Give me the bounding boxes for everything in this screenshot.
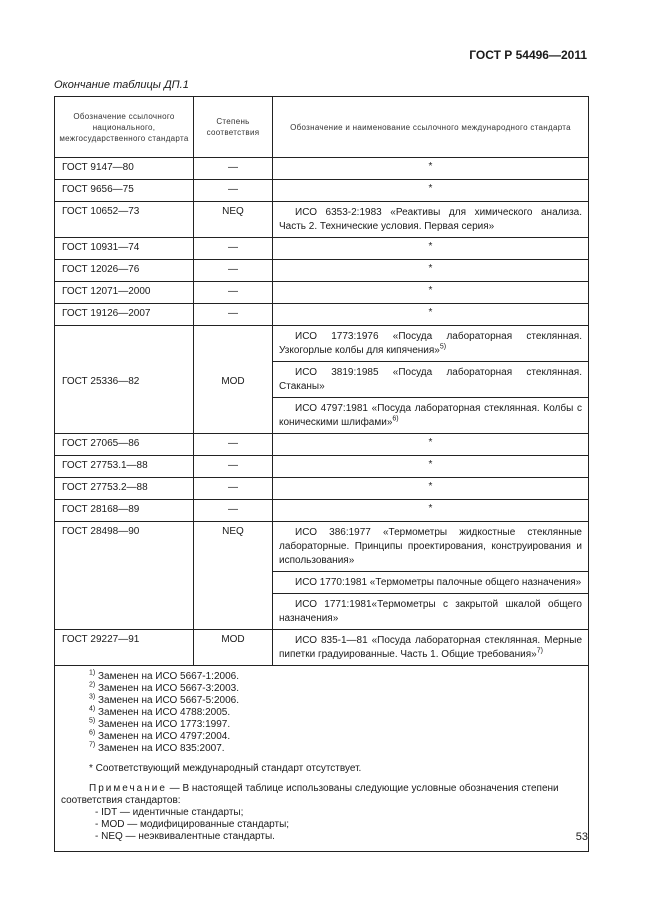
standard-cell: ГОСТ 9656—75	[55, 180, 194, 202]
degree-cell: —	[194, 500, 273, 522]
degree-cell: —	[194, 260, 273, 282]
reference-cell: *	[273, 500, 589, 522]
reference-cell: *	[273, 260, 589, 282]
footnote: $^{1)}$ Заменен на ИСО 5667-1:2006.	[89, 669, 239, 682]
note-item: - MOD — модифицированные стандарты;	[95, 819, 290, 830]
table-row	[55, 282, 589, 304]
header-degree: Степень соответствия	[194, 97, 273, 158]
footnotes-row	[55, 666, 589, 852]
footnote: $^{2)}$ Заменен на ИСО 5667-3:2003.	[89, 681, 239, 694]
reference-subentry: ИСО 1770:1981 «Термометры палочные общего назначения»	[273, 572, 588, 594]
footnote: $^{4)}$ Заменен на ИСО 4788:2005.	[89, 705, 231, 718]
reference-cell: *	[273, 282, 589, 304]
degree-cell: —	[194, 238, 273, 260]
degree-cell: —	[194, 180, 273, 202]
footnote: $^{7)}$ Заменен на ИСО 835:2007.	[89, 741, 225, 754]
table-row	[55, 260, 589, 282]
note-item: - NEQ — неэквивалентные стандарты.	[95, 831, 275, 842]
footnote: $^{5)}$ Заменен на ИСО 1773:1997.	[89, 717, 231, 730]
table-row	[55, 326, 589, 434]
reference-subentry: ИСО 386:1977 «Термометры жидкостные стеклянные лабораторные. Принципы проектирования, конструирования и использования»	[273, 522, 588, 572]
document-code: ГОСТ Р 54496—2011	[469, 48, 587, 62]
reference-cell: *	[273, 158, 589, 180]
reference-cell	[273, 326, 589, 434]
reference-cell: *	[273, 304, 589, 326]
table-row	[55, 238, 589, 260]
degree-cell: —	[194, 434, 273, 456]
standard-cell: ГОСТ 9147—80	[55, 158, 194, 180]
reference-subentry: ИСО 4797:1981 «Посуда лабораторная стеклянная. Колбы с коническими шлифами»$^{6)}$	[279, 403, 582, 428]
degree-cell: —	[194, 478, 273, 500]
standard-cell: ГОСТ 12026—76	[55, 260, 194, 282]
reference-subentry: ИСО 3819:1985 «Посуда лабораторная стеклянная. Стаканы»	[273, 362, 588, 398]
footnotes-cell	[55, 666, 589, 852]
table-caption: Окончание таблицы ДП.1	[54, 79, 189, 91]
table-row	[55, 202, 589, 238]
reference-cell: *	[273, 180, 589, 202]
reference-cell: *	[273, 238, 589, 260]
footnote: $^{6)}$ Заменен на ИСО 4797:2004.	[89, 729, 231, 742]
table-row	[55, 630, 589, 666]
reference-cell: ИСО 6353-2:1983 «Реактивы для химического анализа. Часть 2. Технические условия. Первая серия»	[273, 202, 589, 238]
degree-cell: NEQ	[194, 522, 273, 630]
standard-cell: ГОСТ 10931—74	[55, 238, 194, 260]
degree-cell: NEQ	[194, 202, 273, 238]
header-international-standard: Обозначение и наименование ссылочного международного стандарта	[273, 97, 589, 158]
degree-cell: —	[194, 456, 273, 478]
table-row	[55, 500, 589, 522]
header-national-standard: Обозначение ссылочного национального, межгосударственного стандарта	[55, 97, 194, 158]
standard-cell: ГОСТ 27065—86	[55, 434, 194, 456]
standard-cell: ГОСТ 19126—2007	[55, 304, 194, 326]
note	[61, 783, 580, 807]
reference-cell: *	[273, 456, 589, 478]
table-row	[55, 434, 589, 456]
degree-cell: —	[194, 158, 273, 180]
degree-cell: MOD	[194, 326, 273, 434]
note-label: Примечание	[89, 783, 167, 794]
footnote: $^{3)}$ Заменен на ИСО 5667-5:2006.	[89, 693, 239, 706]
reference-standards-table	[54, 96, 589, 852]
degree-cell: —	[194, 282, 273, 304]
table-header-row	[55, 97, 589, 158]
standard-cell: ГОСТ 27753.1—88	[55, 456, 194, 478]
note-item: - IDT — идентичные стандарты;	[95, 807, 244, 818]
reference-subentry: ИСО 1773:1976 «Посуда лабораторная стеклянная. Узкогорлые колбы для кипячения»$^{5)}$	[273, 326, 588, 362]
reference-cell	[273, 522, 589, 630]
asterisk-note: * Соответствующий международный стандарт отсутствует.	[89, 763, 362, 774]
reference-cell: ИСО 835-1—81 «Посуда лабораторная стеклянная. Мерные пипетки градуированные. Часть 1. Общие требования»$^{7)}$	[273, 630, 589, 666]
standard-cell: ГОСТ 10652—73	[55, 202, 194, 238]
degree-cell: MOD	[194, 630, 273, 666]
standard-cell: ГОСТ 25336—82	[55, 326, 194, 434]
table-row	[55, 158, 589, 180]
note-text: — В настоящей таблице использованы следующие условные обозначения степени соответствия стандартов:	[61, 783, 559, 806]
table-row	[55, 478, 589, 500]
standard-cell: ГОСТ 12071—2000	[55, 282, 194, 304]
standard-cell: ГОСТ 28168—89	[55, 500, 194, 522]
table-row	[55, 456, 589, 478]
reference-cell: *	[273, 478, 589, 500]
degree-cell: —	[194, 304, 273, 326]
reference-cell: *	[273, 434, 589, 456]
table-row	[55, 522, 589, 630]
reference-subentry: ИСО 1771:1981«Термометры с закрытой шкалой общего назначения»	[279, 599, 582, 624]
standard-cell: ГОСТ 27753.2—88	[55, 478, 194, 500]
standard-cell: ГОСТ 29227—91	[55, 630, 194, 666]
page-number: 53	[575, 831, 588, 843]
table-row	[55, 304, 589, 326]
table-row	[55, 180, 589, 202]
standard-cell: ГОСТ 28498—90	[55, 522, 194, 630]
